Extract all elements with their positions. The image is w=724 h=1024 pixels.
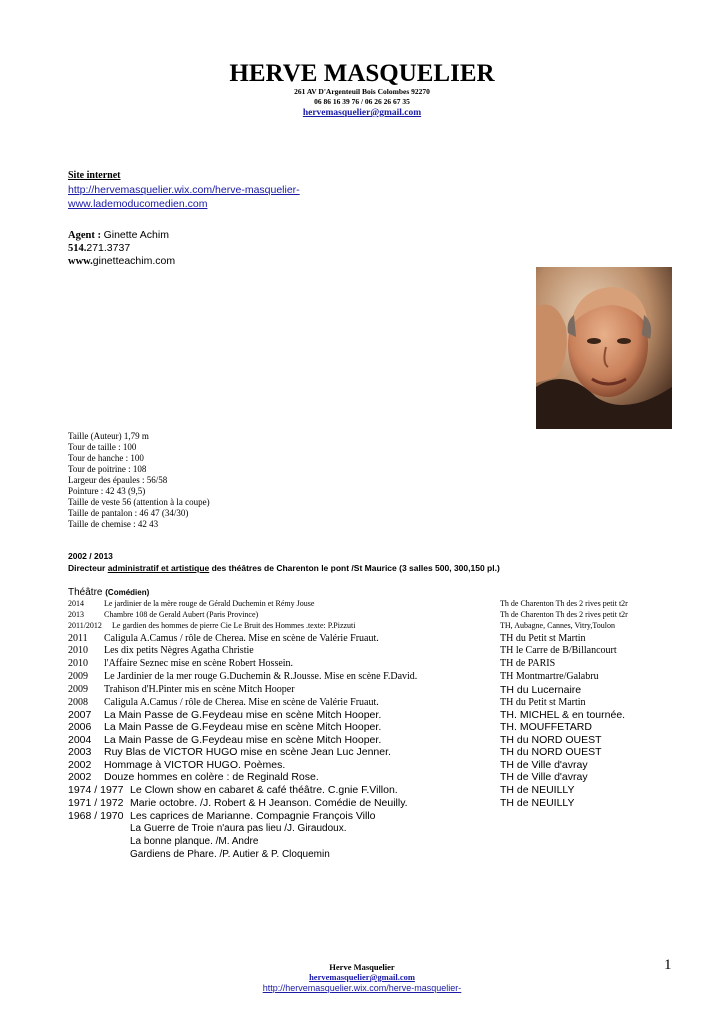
director-years: 2002 / 2013 [68,551,113,561]
entry-venue: TH de NEUILLY [500,784,575,796]
agent-phone-number: 271.3737 [86,242,131,254]
measurement-item: Taille de chemise : 42 43 [68,519,159,529]
agent-name: Ginette Achim [103,229,169,241]
entry-venue: TH du NORD OUEST [500,734,602,746]
entry-venue: Th de Charenton Th des 2 rives petit t2r [500,610,628,619]
theatre-entry [0,671,724,684]
entry-year: 2013 [68,610,84,619]
entry-venue: TH du Petit st Martin [500,697,586,708]
theatre-entry [0,658,724,671]
director-line [68,563,500,573]
agent-label: Agent : [68,230,101,241]
agent-web-domain: ginetteachim.com [92,255,176,267]
theatre-entry [0,721,724,734]
measurement-item: Tour de poitrine : 108 [68,464,147,474]
entry-year: 2003 [68,746,92,758]
measurement-item: Taille (Auteur) 1,79 m [68,431,149,441]
measurement-item: Taille de pantalon : 46 47 (34/30) [68,508,189,518]
theatre-entry [0,784,724,797]
entry-title: Les caprices de Marianne. Compagnie François Villo [130,810,376,822]
theatre-subtitle: (Comédien) [105,588,150,597]
page-title: HERVE MASQUELIER [229,60,495,87]
extra-credit: La Guerre de Troie n'aura pas lieu /J. Giraudoux. [130,823,347,834]
entry-title: Le jardinier de la mère rouge de Gérald Duchemin et Rémy Jouse [104,599,315,608]
director-suffix: des théâtres de Charenton le pont /St Maurice (3 salles 500, 300,150 pl.) [209,563,500,573]
entry-venue: TH, Aubagne, Cannes, Vitry,Toulon [500,621,615,630]
footer-url[interactable]: http://hervemasquelier.wix.com/herve-masquelier- [262,983,462,993]
extra-credit: Gardiens de Phare. /P. Autier & P. Cloquemin [130,849,330,860]
entry-title: La Main Passe de G.Feydeau mise en scène Mitch Hooper. [104,709,382,721]
portrait-photo [536,267,672,429]
entry-venue: TH de Ville d'avray [500,759,588,771]
entry-year: 2011/2012 [68,621,102,630]
website-heading: Site internet [68,170,121,181]
entry-venue: TH du NORD OUEST [500,746,602,758]
entry-venue: TH du Petit st Martin [500,633,586,644]
entry-title: Les dix petits Nègres Agatha Christie [104,645,254,656]
entry-title: Marie octobre. /J. Robert & H Jeanson. Comédie de Neuilly. [130,797,408,809]
entry-venue: TH. MICHEL & en tournée. [500,709,626,721]
entry-year: 2002 [68,771,92,783]
theatre-entry [0,797,724,810]
measurement-item: Tour de hanche : 100 [68,453,144,463]
director-prefix: Directeur [68,563,108,573]
entry-year: 1971 / 1972 [68,797,124,809]
entry-venue: TH de NEUILLY [500,797,575,809]
extra-credit: La bonne planque. /M. Andre [130,836,259,847]
entry-year: 1968 / 1970 [68,810,124,822]
director-role: administratif et artistique [107,563,210,573]
portrait-illustration [536,267,672,429]
agent-phone [68,242,130,254]
entry-title: Le Jardinier de la mer rouge G.Duchemin & R.Jousse. Mise en scène F.David. [104,671,418,682]
entry-year: 2006 [68,721,92,733]
entry-year: 1974 / 1977 [68,784,124,796]
entry-year: 2002 [68,759,92,771]
entry-title: l'Affaire Seznec mise en scène Robert Hossein. [104,658,294,669]
entry-year: 2004 [68,734,92,746]
entry-venue: TH Montmartre/Galabru [500,671,599,682]
entry-venue: TH du Lucernaire [500,684,582,696]
entry-year: 2007 [68,709,92,721]
theatre-entry [0,684,724,697]
entry-venue: Th de Charenton Th des 2 rives petit t2r [500,599,628,608]
measurement-item: Taille de veste 56 (attention à la coupe) [68,497,210,507]
email-link[interactable]: hervemasquelier@gmail.com [302,108,422,118]
entry-title: Caligula A.Camus / rôle de Cherea. Mise en scène de Valérie Fruaut. [104,697,379,708]
entry-title: La Main Passe de G.Feydeau mise en scène Mitch Hooper. [104,721,382,733]
theatre-heading [68,587,149,598]
demo-link[interactable]: www.lademoducomedien.com [68,198,208,210]
agent-website[interactable] [68,255,175,267]
entry-title: La Main Passe de G.Feydeau mise en scène Mitch Hooper. [104,734,382,746]
phone-numbers: 06 86 16 39 76 / 06 26 26 67 35 [314,97,410,106]
website-link[interactable]: http://hervemasquelier.wix.com/herve-masquelier- [68,184,300,196]
theatre-title: Théâtre [68,587,103,598]
entry-title: Le Clown show en cabaret & café théâtre. C.gnie F.Villon. [130,784,398,796]
entry-year: 2009 [68,671,88,682]
theatre-entry [0,645,724,658]
entry-title: Le gardien des hommes de pierre Cie Le Bruit des Hommes .texte: P.Pizzuti [112,621,356,630]
entry-venue: TH. MOUFFETARD [500,721,592,733]
entry-year: 2008 [68,697,88,708]
entry-year: 2011 [68,633,88,644]
agent-phone-prefix: 514. [68,243,87,254]
entry-title: Ruy Blas de VICTOR HUGO mise en scène Jean Luc Jenner. [104,746,391,758]
page-number: 1 [664,957,672,973]
theatre-entry [0,771,724,784]
agent-line [68,229,169,241]
entry-title: Chambre 108 de Gerald Aubert (Paris Province) [104,610,259,619]
theatre-entry [0,810,724,823]
entry-venue: TH de Ville d'avray [500,771,588,783]
entry-year: 2010 [68,658,88,669]
address: 261 AV D'Argenteuil Bois Colombes 92270 [294,87,430,96]
measurement-item: Tour de taille : 100 [68,442,137,452]
footer-email[interactable]: hervemasquelier@gmail.com [309,972,415,982]
agent-web-prefix: www. [68,256,93,267]
entry-venue: TH de PARIS [500,658,556,669]
theatre-entry [0,746,724,759]
entry-year: 2010 [68,645,88,656]
entry-title: Caligula A.Camus / rôle de Cherea. Mise en scène de Valérie Fruaut. [104,633,379,644]
entry-year: 2009 [68,684,88,695]
measurement-item: Largeur des épaules : 56/58 [68,475,168,485]
entry-title: Douze hommes en colère : de Reginald Rose. [104,771,319,783]
footer-name: Herve Masquelier [329,962,395,972]
entry-title: Trahison d'H.Pinter mis en scène Mitch Hooper [104,684,295,695]
measurement-item: Pointure : 42 43 (9,5) [68,486,146,496]
entry-title: Hommage à VICTOR HUGO. Poèmes. [104,759,286,771]
entry-year: 2014 [68,599,84,608]
entry-venue: TH le Carre de B/Billancourt [500,645,617,656]
